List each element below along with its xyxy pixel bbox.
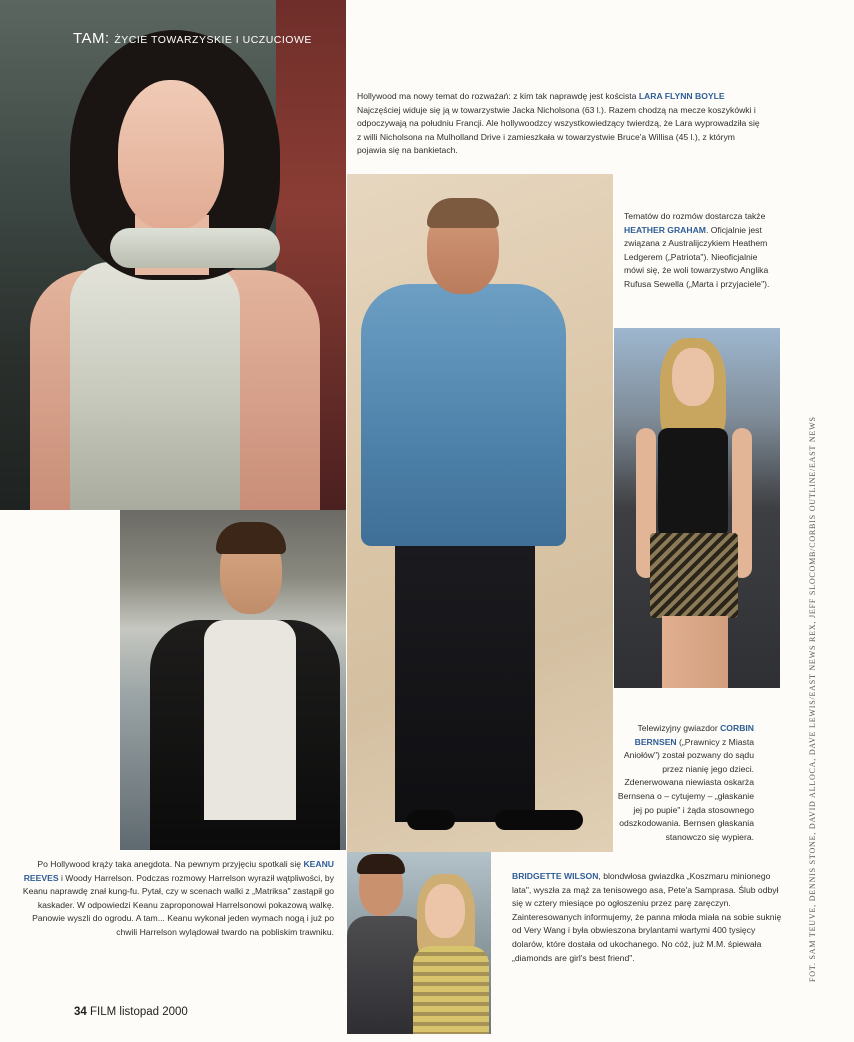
name-keanu-reeves: KEANU REEVES: [23, 859, 334, 883]
photo-bridgette-wilson: [347, 852, 491, 1034]
photo-credit: FOT. SAM TEUVE, DENNIS STONE, DAVID ALLOCA, DAVE LEWIS/EAST NEWS REX, JEFF SLOCOMB/CORBIS OUTLINE/EAST NEWS: [808, 416, 817, 982]
article-corbin: Telewizyjny gwiazdor CORBIN BERNSEN („Prawnicy z Miasta Aniołów") został pozwany do sądu przez nianię jego dzieci. Zdenerwowana niewiasta oskarża Bernsena o – cytujemy – „głaskanie jej po pupie" i żąda stosownego odszkodowania. Bernsen głaskania stanowczo się wypiera.: [617, 723, 754, 842]
article-bridgette: BRIDGETTE WILSON, blondwłosa gwiazdka „Koszmaru minionego lata", wyszła za mąż za tenisowego asa, Pete'a Samprasa. Ślub odbył się w cztery miesiące po ogłoszeniu przez parę zaręczyn. Zainteresowanych informujemy, że panna młoda miała na sobie suknię od Very Wang i była obwieszona brylantami wartymi 400 tysięcy dolarów, które dostała od ukochanego. No cóż, już M.M. śpiewała „diamonds are girl's best friend".: [512, 871, 782, 963]
page-number: 34: [74, 1006, 87, 1018]
photo-corbin-bernsen: [347, 174, 613, 852]
magazine-name: FILM: [90, 1006, 117, 1018]
photo-heather-graham: [614, 328, 780, 688]
headline-main: TAM:: [73, 30, 110, 47]
issue-date: listopad 2000: [119, 1006, 188, 1018]
headline-rest: ŻYCIE TOWARZYSKIE I UCZUCIOWE: [114, 34, 312, 46]
article-keanu: Po Hollywood krąży taka anegdota. Na pewnym przyjęciu spotkali się KEANU REEVES i Woody Harrelson. Podczas rozmowy Harrelson wyraził wątpliwości, by Keanu naprawdę znał kung-fu. Pytał, czy w scenach walki z „Matriksa" zastąpił go kaskader. W odpowiedzi Keanu zaproponował Harrelsonowi pokazową walkę. Panowie wyszli do ogrodu. A tam... Keanu wykonał jeden wymach nogą i już po chwili Harrelson wylądował twardo na pobliskim trawniku.: [22, 859, 334, 937]
name-corbin-bernsen: CORBIN BERNSEN: [634, 723, 754, 747]
photo-lara-flynn-boyle: [0, 0, 346, 510]
article-lara: Hollywood ma nowy temat do rozważań: z kim tak naprawdę jest koścista LARA FLYNN BOYLE Najczęściej widuje się ją w towarzystwie Jacka Nicholsona (63 l.). Razem chodzą na mecze koszykówki i odpoczywają na południu Francji. Ale hollywoodzcy wszystkowiedzący twierdzą, że Lara wyprowadziła się z willi Nicholsona na Mulholland Drive i zamieszkała w towarzystwie Bruce'a Willisa (45 l.), z którym pojawia się na bankietach.: [357, 91, 760, 156]
article-heather: Tematów do rozmów dostarcza także HEATHER GRAHAM. Oficjalnie jest związana z Australijczykiem Heathem Ledgerem („Patriota"). Nieoficjalnie mówi się, że woli towarzystwo Anglika Rufusa Sewella („Marta i przyjaciele").: [624, 211, 770, 289]
name-bridgette-wilson: BRIDGETTE WILSON: [512, 871, 599, 881]
name-lara-flynn-boyle: LARA FLYNN BOYLE: [638, 91, 725, 101]
section-headline: [73, 30, 312, 47]
photo-keanu-reeves: [120, 510, 346, 850]
page-footer: [74, 1006, 188, 1018]
name-heather-graham: HEATHER GRAHAM: [624, 224, 706, 235]
